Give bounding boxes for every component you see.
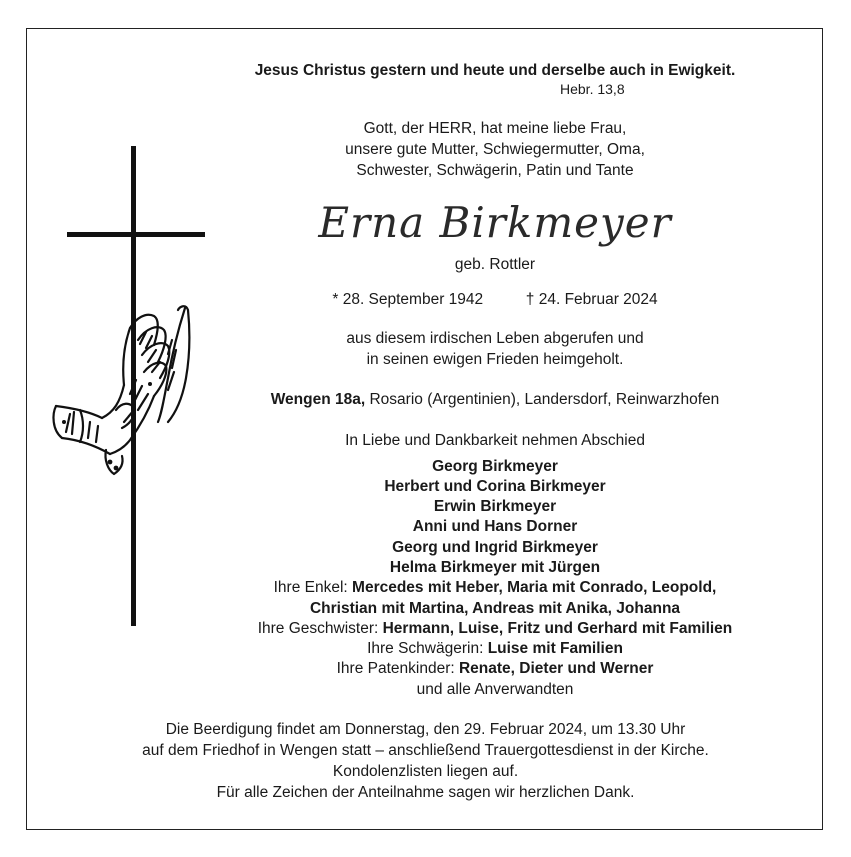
intro-line-2: unsere gute Mutter, Schwiegermutter, Oma, xyxy=(345,141,645,158)
intro-line-1: Gott, der HERR, hat meine liebe Frau, xyxy=(363,120,627,137)
mourner: Erwin Birkmeyer xyxy=(433,498,557,515)
sister-in-law-line xyxy=(240,639,750,659)
funeral-line-2: auf dem Friedhof in Wengen statt – anschließend Trauergottesdienst in der Kirche. xyxy=(142,742,709,759)
sister-in-law-label: Ihre Schwägerin: xyxy=(367,640,488,657)
places-line xyxy=(240,390,750,410)
siblings-line xyxy=(240,619,750,639)
bible-verse: Jesus Christus gestern und heute und derselbe auch in Ewigkeit. xyxy=(254,62,736,79)
verse-reference: Hebr. 13,8 xyxy=(560,81,625,97)
godchildren-line xyxy=(240,659,750,679)
godchildren-label: Ihre Patenkinder: xyxy=(336,660,459,677)
called-away-line-2: in seinen ewigen Frieden heimgeholt. xyxy=(366,351,624,368)
sister-in-law-names: Luise mit Familien xyxy=(487,640,623,657)
mourner: Anni und Hans Dorner xyxy=(412,518,578,535)
siblings-label: Ihre Geschwister: xyxy=(257,620,383,637)
address-rest: Rosario (Argentinien), Landersdorf, Reinwarzhofen xyxy=(365,391,720,408)
siblings-names: Hermann, Luise, Fritz und Gerhard mit Familien xyxy=(382,620,733,637)
godchildren-names: Renate, Dieter und Werner xyxy=(458,660,654,677)
relatives-line: und alle Anverwandten xyxy=(416,681,574,698)
death-date: † 24. Februar 2024 xyxy=(525,291,658,308)
intro-line-3: Schwester, Schwägerin, Patin und Tante xyxy=(356,162,634,179)
mourner: Georg und Ingrid Birkmeyer xyxy=(392,539,598,556)
farewell-intro: In Liebe und Dankbarkeit nehmen Abschied xyxy=(345,432,645,449)
grandchildren-label: Ihre Enkel: xyxy=(273,579,353,596)
funeral-line-4: Für alle Zeichen der Anteilnahme sagen wir herzlichen Dank. xyxy=(216,784,635,801)
mourner: Helma Birkmeyer mit Jürgen xyxy=(389,559,601,576)
deceased-name: Erna Birkmeyer xyxy=(318,198,672,247)
birth-date: * 28. September 1942 xyxy=(332,291,484,308)
life-dates xyxy=(240,290,750,310)
mourner: Georg Birkmeyer xyxy=(432,458,558,475)
mourner: Herbert und Corina Birkmeyer xyxy=(384,478,606,495)
grandchildren-line-2: Christian mit Martina, Andreas mit Anika, Johanna xyxy=(309,600,681,617)
maiden-name: geb. Rottler xyxy=(454,256,536,273)
called-away-line-1: aus diesem irdischen Leben abgerufen und xyxy=(346,330,644,347)
funeral-line-1: Die Beerdigung findet am Donnerstag, den 29. Februar 2024, um 13.30 Uhr xyxy=(165,721,686,738)
funeral-line-3: Kondolenzlisten liegen auf. xyxy=(332,763,519,780)
grandchildren-line-1 xyxy=(240,578,750,598)
address-main: Wengen 18a, xyxy=(270,391,366,408)
grandchildren-names: Mercedes mit Heber, Maria mit Conrado, Leopold, xyxy=(352,579,717,596)
